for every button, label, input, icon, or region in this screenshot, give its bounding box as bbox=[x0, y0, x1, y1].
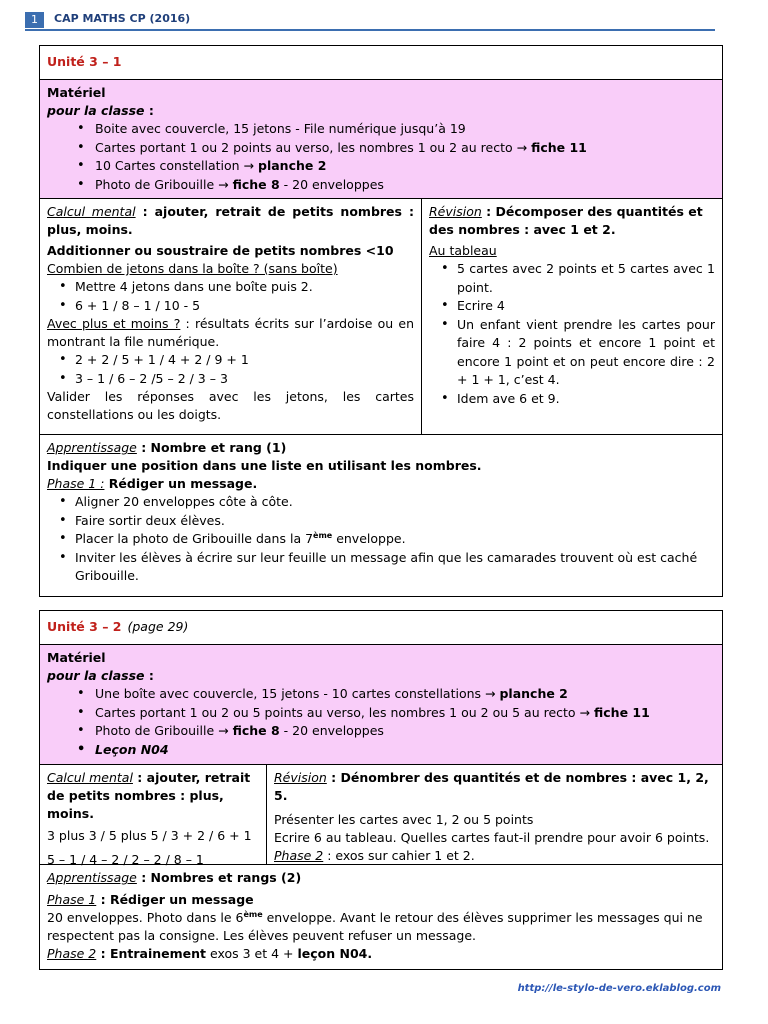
calcul-mental-label: Calcul mental bbox=[47, 204, 136, 219]
materiel-section: Matériel pour la classe : • Une boîte avec couvercle, 15 jetons - 10 cartes constellations → planche 2 • Cartes portant 1 ou 2 ou 5 points au verso, les nombres 1 ou 2 ou 5 au recto → fiche 11 • Photo de Gribouille → fiche 8 - 20 enveloppes • Leçon N04 bbox=[40, 645, 722, 765]
page-reference: (page 29) bbox=[127, 619, 189, 634]
document-title: CAP MATHS CP (2016) bbox=[54, 12, 191, 25]
list-item: • Une boîte avec couvercle, 15 jetons - 10 cartes constellations → planche 2 bbox=[95, 685, 715, 704]
list-item: • 2 + 2 / 5 + 1 / 4 + 2 / 9 + 1 bbox=[75, 351, 414, 370]
list-item: • Cartes portant 1 ou 2 ou 5 points au verso, les nombres 1 ou 2 ou 5 au recto → fiche 11 bbox=[95, 704, 715, 723]
apprentissage-label: Apprentissage bbox=[47, 870, 137, 885]
revision-label: Révision bbox=[274, 770, 327, 785]
list-item: • Faire sortir deux élèves. bbox=[75, 512, 715, 531]
materiel-heading: Matériel bbox=[47, 85, 106, 100]
unit-title: Unité 3 – 2 bbox=[47, 619, 122, 634]
list-item: • Idem ave 6 et 9. bbox=[457, 390, 715, 409]
apprentissage-section: Apprentissage : Nombre et rang (1) Indiquer une position dans une liste en utilisant les nombres. Phase 1 : Rédiger un message. • Aligner 20 enveloppes côte à côte. • Faire sortir deux élèves. • Placer la photo de Gribouille dans la 7ème enveloppe. • Inviter les élèves à écrire sur leur feuille un message afin que les camarades trouvent où est caché Gribouille. bbox=[40, 435, 722, 596]
revision-section: Révision : Dénombrer des quantités et de nombres : avec 1, 2, 5. Présenter les cartes avec 1, 2 ou 5 points Ecrire 6 au tableau. Quelles cartes faut-il prendre pour avoir 6 points. Phase 2 : exos sur cahier 1 et 2. bbox=[274, 770, 710, 863]
list-item: • Inviter les élèves à écrire sur leur feuille un message afin que les camarades trouvent où est caché Gribouille. bbox=[75, 549, 715, 586]
unit-3-1-title-row bbox=[40, 46, 722, 80]
unit-3-1-columns bbox=[40, 199, 722, 435]
apprentissage-label: Apprentissage bbox=[47, 440, 137, 455]
materiel-list bbox=[47, 120, 715, 194]
list-item: • Mettre 4 jetons dans une boîte puis 2. bbox=[75, 278, 414, 297]
calcul-mental-section: Calcul mental : ajouter, retrait de petits nombres : plus, moins. Additionner ou soustraire de petits nombres <10 Combien de jetons dans la boîte ? (sans boîte) • Mettre 4 jetons dans une boîte puis 2. • 6 + 1 / 8 – 1 / 10 - 5 Avec plus et moins ? : résultats écrits sur l’ardoise ou en montrant la file numérique. • 2 + 2 / 5 + 1 / 4 + 2 / 9 + 1 • 3 – 1 / 6 – 2 /5 – 2 / 3 – 3 Valider les réponses avec les jetons, les cartes constellations ou les doigts. bbox=[40, 199, 422, 434]
unit-3-1-block bbox=[39, 45, 723, 597]
list-item: • Boite avec couvercle, 15 jetons - File numérique jusqu’à 19 bbox=[95, 120, 715, 139]
pour-la-classe-label: pour la classe bbox=[47, 668, 145, 683]
revision-label: Révision bbox=[429, 204, 482, 219]
materiel-section: Matériel pour la classe : • Boite avec couvercle, 15 jetons - File numérique jusqu’à 19 • Cartes portant 1 ou 2 points au verso, les nombres 1 ou 2 au recto → fiche 11 • 10 Cartes constellation → planche 2 • Photo de Gribouille → fiche 8 - 20 enveloppes bbox=[40, 80, 722, 199]
materiel-list bbox=[47, 685, 715, 759]
header-rule bbox=[25, 29, 715, 31]
list-item: • Ecrire 4 bbox=[457, 297, 715, 316]
list-item: • 10 Cartes constellation → planche 2 bbox=[95, 157, 715, 176]
list-item: • Placer la photo de Gribouille dans la 7ème enveloppe. bbox=[75, 530, 715, 549]
unit-3-2-block bbox=[39, 610, 723, 970]
page-header bbox=[25, 10, 715, 32]
unit-title: Unité 3 – 1 bbox=[47, 54, 122, 69]
list-item: • Photo de Gribouille → fiche 8 - 20 enveloppes bbox=[95, 176, 715, 195]
list-item: • Photo de Gribouille → fiche 8 - 20 enveloppes bbox=[95, 722, 715, 741]
list-item: • 5 cartes avec 2 points et 5 cartes avec 1 point. bbox=[457, 260, 715, 297]
unit-3-2-title-row bbox=[40, 611, 722, 645]
list-item: • 3 – 1 / 6 – 2 /5 – 2 / 3 – 3 bbox=[75, 370, 414, 389]
pour-la-classe-label: pour la classe bbox=[47, 103, 145, 118]
calcul-mental-label: Calcul mental bbox=[47, 770, 133, 785]
list-item: • Cartes portant 1 ou 2 points au verso, les nombres 1 ou 2 au recto → fiche 11 bbox=[95, 139, 715, 158]
materiel-heading: Matériel bbox=[47, 650, 106, 665]
list-item: • Aligner 20 enveloppes côte à côte. bbox=[75, 493, 715, 512]
unit-3-2-columns bbox=[40, 765, 722, 865]
list-item: • Leçon N04 bbox=[95, 741, 715, 760]
footer-url[interactable]: http://le-stylo-de-vero.eklablog.com bbox=[517, 983, 721, 994]
apprentissage-section: Apprentissage : Nombres et rangs (2) Phase 1 : Rédiger un message 20 enveloppes. Photo dans le 6ème enveloppe. Avant le retour des élèves supprimer les messages qui ne respectent pas la consigne. Les élèves peuvent refuser un message. Phase 2 : Entrainement exos 3 et 4 + leçon N04. bbox=[47, 870, 703, 961]
revision-section: Révision : Décomposer des quantités et des nombres : avec 1 et 2. Au tableau • 5 cartes avec 2 points et 5 cartes avec 1 point. • Ecrire 4 • Un enfant vient prendre les cartes pour faire 4 : 2 points et encore 1 point et encore 1 point et on peut encore dire : 2 + 1 + 1, c’est 4. • Idem ave 6 et 9. bbox=[422, 199, 722, 434]
list-item: • Un enfant vient prendre les cartes pour faire 4 : 2 points et encore 1 point et encore 1 point et on peut encore dire : 2 + 1 + 1, c’est 4. bbox=[457, 316, 715, 390]
calcul-mental-section: Calcul mental : ajouter, retrait de petits nombres : plus, moins. 3 plus 3 / 5 plus 5 / 3 + 2 / 6 + 1 5 – 1 / 4 – 2 / 2 – 2 / 8 – 1 bbox=[40, 765, 267, 864]
page-number: 1 bbox=[25, 12, 44, 28]
list-item: • 6 + 1 / 8 – 1 / 10 - 5 bbox=[75, 297, 414, 316]
